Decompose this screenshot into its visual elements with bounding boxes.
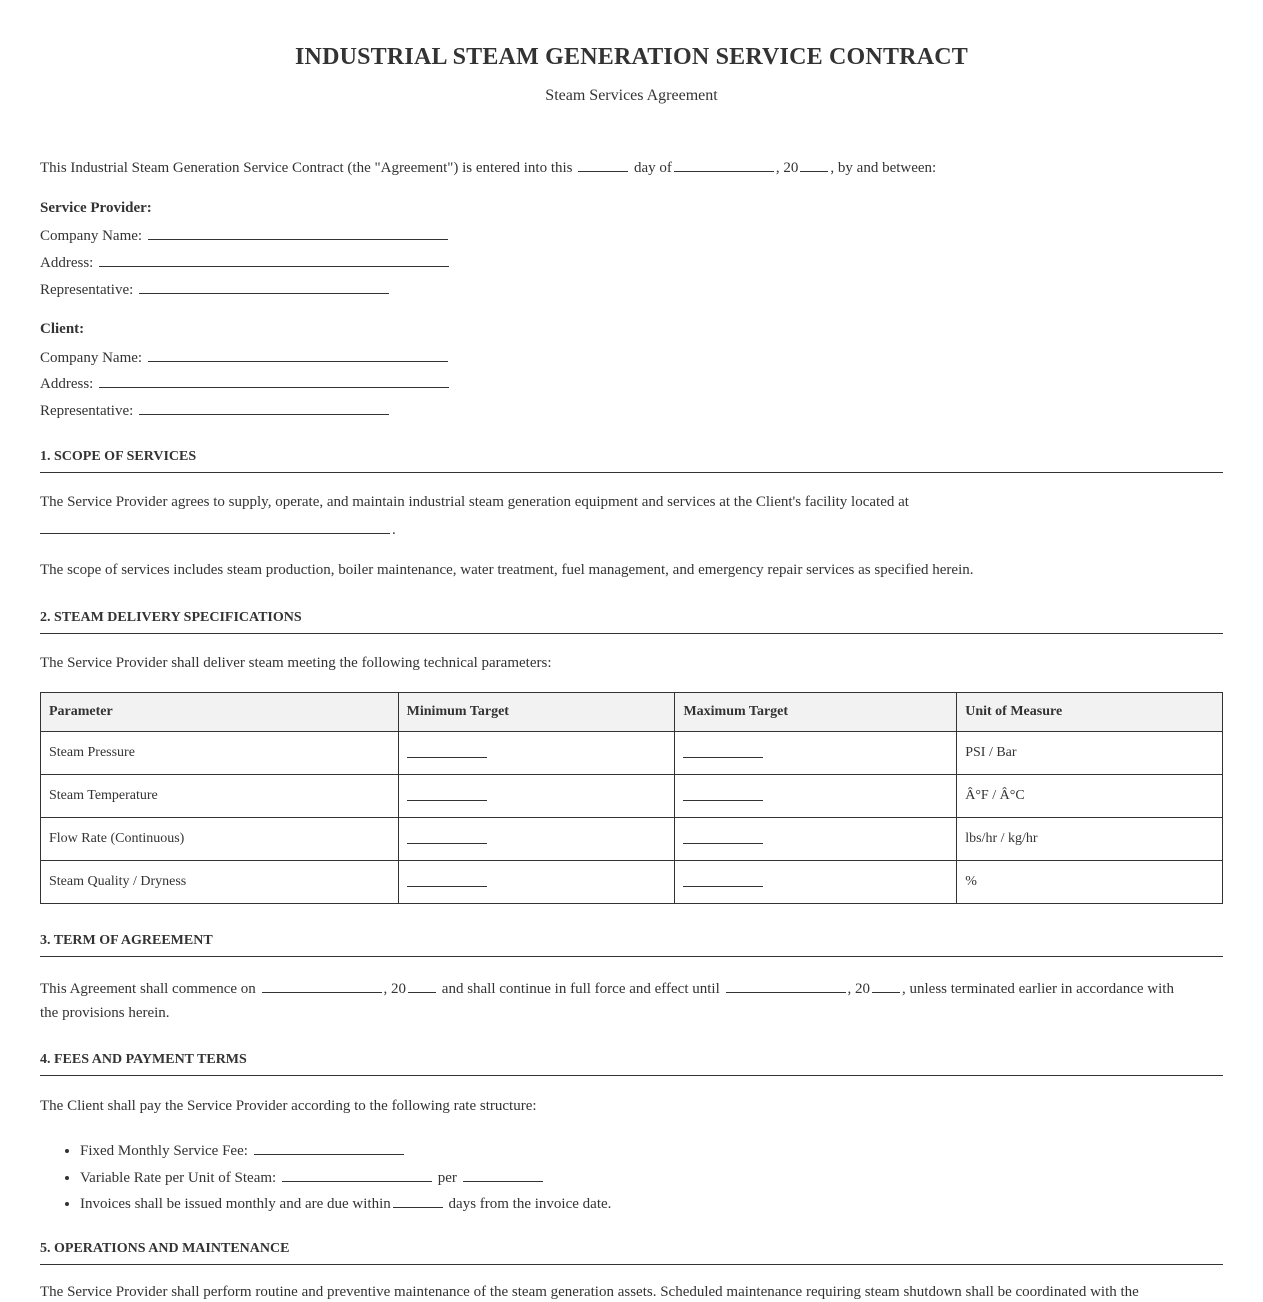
year-blank[interactable]: [800, 156, 828, 172]
column-header: Parameter: [41, 693, 399, 732]
list-item: • Variable Rate per Unit of Steam: per: [80, 1165, 611, 1192]
client-heading: Client:: [40, 321, 85, 337]
commence-date-blank[interactable]: [262, 977, 382, 993]
table-header-row: [41, 693, 1223, 732]
max-target-blank[interactable]: [683, 786, 763, 801]
provider-rep-line: Representative:: [40, 278, 391, 300]
facility-address-blank[interactable]: [40, 518, 390, 534]
variable-rate-blank[interactable]: [282, 1166, 432, 1182]
facility-line: .: [40, 518, 396, 540]
section-heading-scope: 1. SCOPE OF SERVICES: [40, 448, 1223, 473]
specs-paragraph: The Service Provider shall deliver steam meeting the following technical parameters:: [40, 655, 552, 671]
min-target-blank[interactable]: [407, 743, 487, 758]
client-company-line: Company Name:: [40, 346, 450, 368]
provider-address-line: Address:: [40, 251, 451, 273]
rate-unit-blank[interactable]: [463, 1166, 543, 1182]
section-heading-term: 3. TERM OF AGREEMENT: [40, 932, 1223, 957]
table-row: [41, 732, 1223, 775]
intro-paragraph: This Industrial Steam Generation Service Contract (the "Agreement") is entered into this day of , 20 , by and between:: [40, 156, 936, 178]
steam-spec-table: [40, 692, 1223, 904]
max-target-blank[interactable]: [683, 872, 763, 887]
scope-detail-paragraph: The scope of services includes steam production, boiler maintenance, water treatment, fuel management, and emergency repair services as specified herein.: [40, 562, 974, 578]
client-address-line: Address:: [40, 372, 451, 394]
provider-company-line: Company Name:: [40, 224, 450, 246]
due-days-blank[interactable]: [393, 1192, 443, 1208]
term-paragraph-cont: the provisions herein.: [40, 1005, 170, 1021]
provider-address-blank[interactable]: [99, 251, 449, 267]
column-header: Unit of Measure: [957, 693, 1223, 732]
fees-paragraph: The Client shall pay the Service Provider according to the following rate structure:: [40, 1098, 537, 1114]
provider-rep-blank[interactable]: [139, 278, 389, 294]
term-paragraph: This Agreement shall commence on , 20 and shall continue in full force and effect until , 20 , unless terminated earlier in accordance with: [40, 977, 1174, 999]
page-subtitle: Steam Services Agreement: [545, 87, 718, 104]
max-target-blank[interactable]: [683, 743, 763, 758]
min-target-cell: [398, 861, 675, 904]
provider-heading: Service Provider:: [40, 200, 152, 216]
column-header: Maximum Target: [675, 693, 957, 732]
day-blank[interactable]: [578, 156, 628, 172]
parameter-cell: Flow Rate (Continuous): [41, 818, 399, 861]
end-date-blank[interactable]: [726, 977, 846, 993]
max-target-cell: [675, 861, 957, 904]
operations-paragraph: The Service Provider shall perform routine and preventive maintenance of the steam generation assets. Scheduled maintenance requiring steam shutdown shall be coordinated with the: [40, 1284, 1139, 1300]
parameter-cell: Steam Quality / Dryness: [41, 861, 399, 904]
table-row: [41, 818, 1223, 861]
client-address-blank[interactable]: [99, 372, 449, 388]
fees-list: [40, 1138, 611, 1218]
provider-company-blank[interactable]: [148, 224, 448, 240]
min-target-blank[interactable]: [407, 786, 487, 801]
table-row: [41, 861, 1223, 904]
monthly-fee-blank[interactable]: [254, 1139, 404, 1155]
unit-cell: PSI / Bar: [957, 732, 1223, 775]
max-target-cell: [675, 732, 957, 775]
table-row: [41, 775, 1223, 818]
client-rep-line: Representative:: [40, 399, 391, 421]
min-target-cell: [398, 732, 675, 775]
unit-cell: lbs/hr / kg/hr: [957, 818, 1223, 861]
client-rep-blank[interactable]: [139, 399, 389, 415]
unit-cell: %: [957, 861, 1223, 904]
list-item: • Invoices shall be issued monthly and are due within days from the invoice date.: [80, 1191, 611, 1218]
section-heading-operations: 5. OPERATIONS AND MAINTENANCE: [40, 1240, 1223, 1265]
max-target-blank[interactable]: [683, 829, 763, 844]
list-item: • Fixed Monthly Service Fee:: [80, 1138, 611, 1165]
section-heading-fees: 4. FEES AND PAYMENT TERMS: [40, 1051, 1223, 1076]
client-company-blank[interactable]: [148, 346, 448, 362]
min-target-blank[interactable]: [407, 829, 487, 844]
min-target-cell: [398, 818, 675, 861]
page-title: INDUSTRIAL STEAM GENERATION SERVICE CONTRACT: [295, 44, 968, 70]
max-target-cell: [675, 818, 957, 861]
unit-cell: Â°F / Â°C: [957, 775, 1223, 818]
month-blank[interactable]: [674, 156, 774, 172]
min-target-blank[interactable]: [407, 872, 487, 887]
parameter-cell: Steam Temperature: [41, 775, 399, 818]
section-heading-steam-specs: 2. STEAM DELIVERY SPECIFICATIONS: [40, 609, 1223, 634]
column-header: Minimum Target: [398, 693, 675, 732]
end-year-blank[interactable]: [872, 977, 900, 993]
scope-paragraph: The Service Provider agrees to supply, operate, and maintain industrial steam generation equipment and services at the Client's facility located at: [40, 494, 909, 510]
commence-year-blank[interactable]: [408, 977, 436, 993]
min-target-cell: [398, 775, 675, 818]
parameter-cell: Steam Pressure: [41, 732, 399, 775]
max-target-cell: [675, 775, 957, 818]
